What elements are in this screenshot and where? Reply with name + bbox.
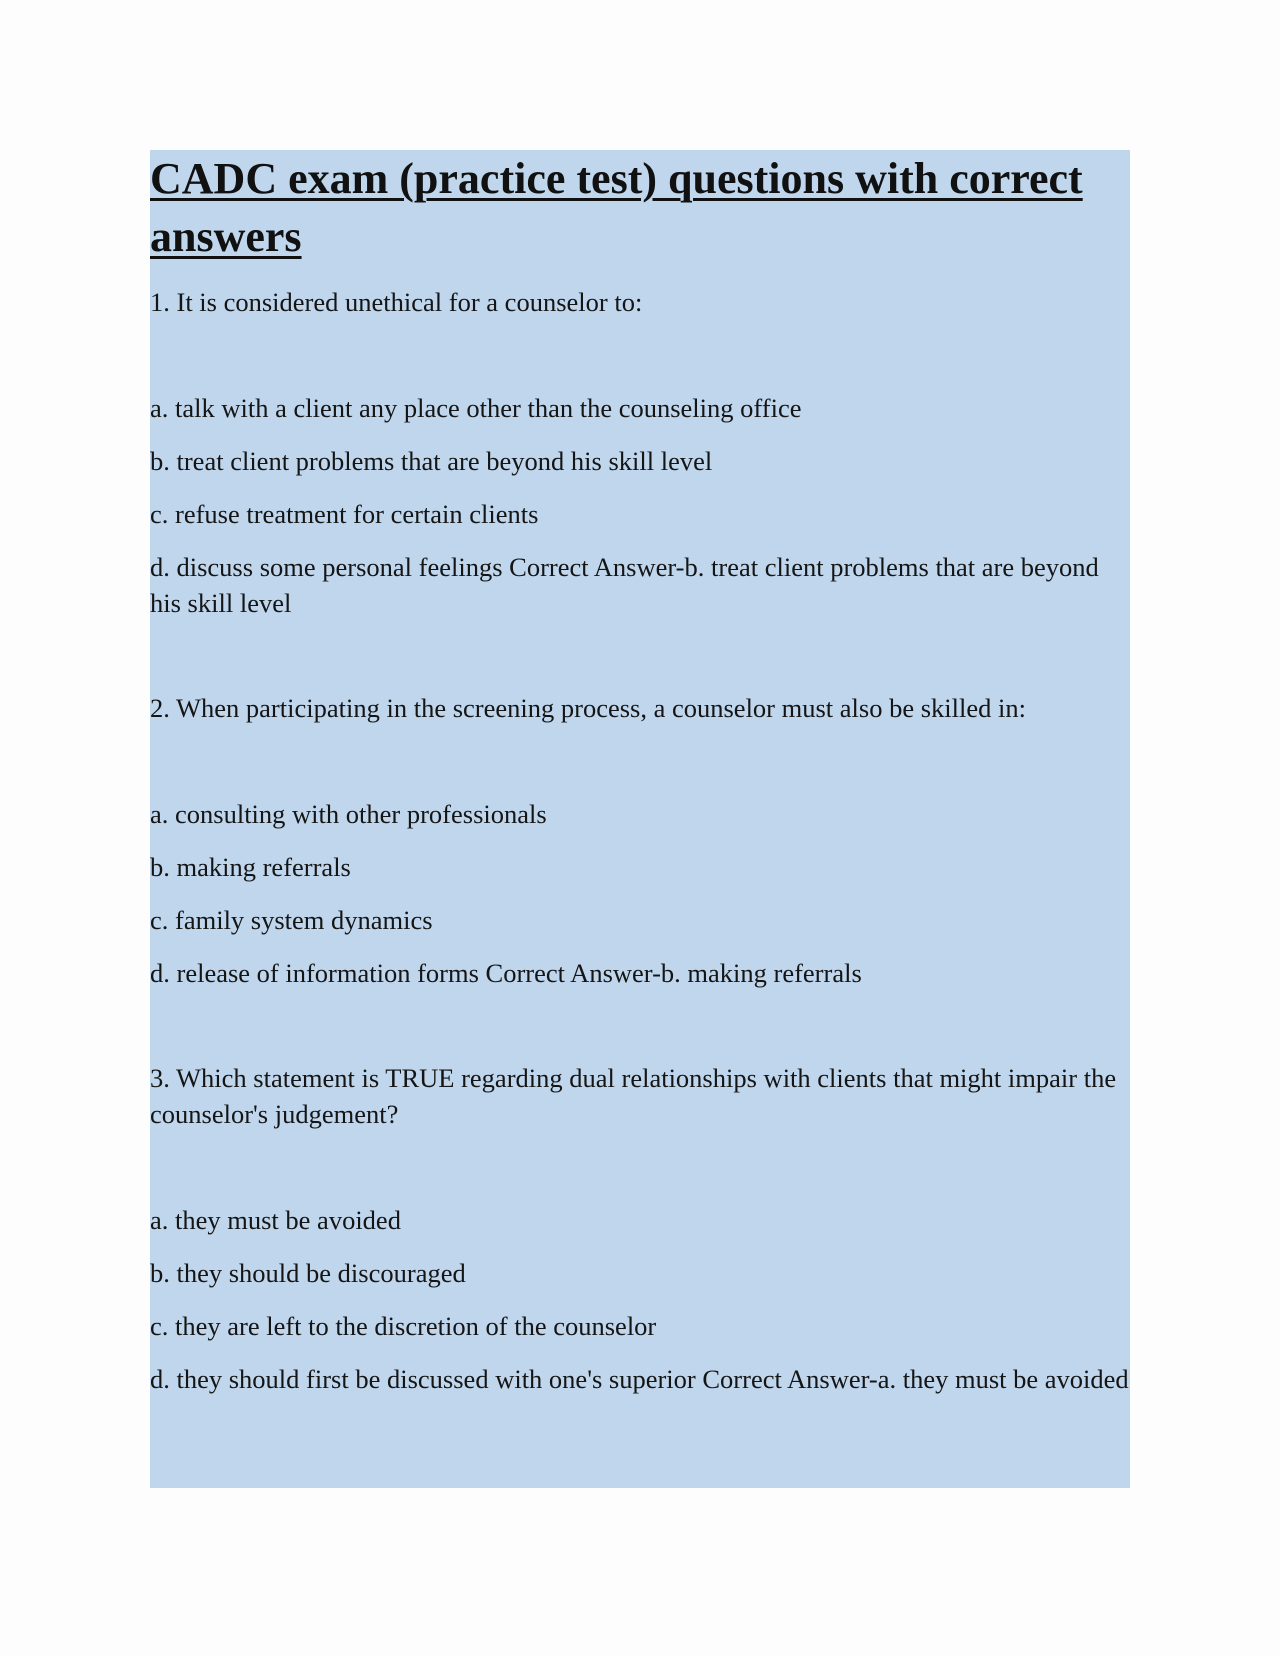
question-2-text: 2. When participating in the screening process, a counselor must also be skilled in: <box>150 693 1027 723</box>
question-2-option-c: c. family system dynamics <box>150 905 433 935</box>
question-2-option-b: b. making referrals <box>150 852 351 882</box>
question-2-option-d-with-answer: d. release of information forms Correct Answer-b. making referrals <box>150 958 862 988</box>
highlighted-content-block <box>150 150 1130 1488</box>
question-3-option-a: a. they must be avoided <box>150 1205 401 1235</box>
question-1-option-d-with-answer: d. discuss some personal feelings Correct Answer-b. treat client problems that are beyond his skill level <box>150 552 1099 618</box>
question-1-option-b: b. treat client problems that are beyond his skill level <box>150 446 713 476</box>
question-1-option-c: c. refuse treatment for certain clients <box>150 499 539 529</box>
question-2-option-a: a. consulting with other professionals <box>150 799 547 829</box>
question-3-option-c: c. they are left to the discretion of the counselor <box>150 1311 657 1341</box>
document-title: CADC exam (practice test) questions with correct answers <box>150 154 1083 261</box>
question-1-text: 1. It is considered unethical for a counselor to: <box>150 287 643 317</box>
question-1-option-a: a. talk with a client any place other than the counseling office <box>150 393 802 423</box>
question-3-option-d-with-answer: d. they should first be discussed with one's superior Correct Answer-a. they must be avoided <box>150 1364 1129 1394</box>
question-3-option-b: b. they should be discouraged <box>150 1258 466 1288</box>
question-3-text: 3. Which statement is TRUE regarding dual relationships with clients that might impair the counselor's judgement? <box>150 1063 1117 1129</box>
